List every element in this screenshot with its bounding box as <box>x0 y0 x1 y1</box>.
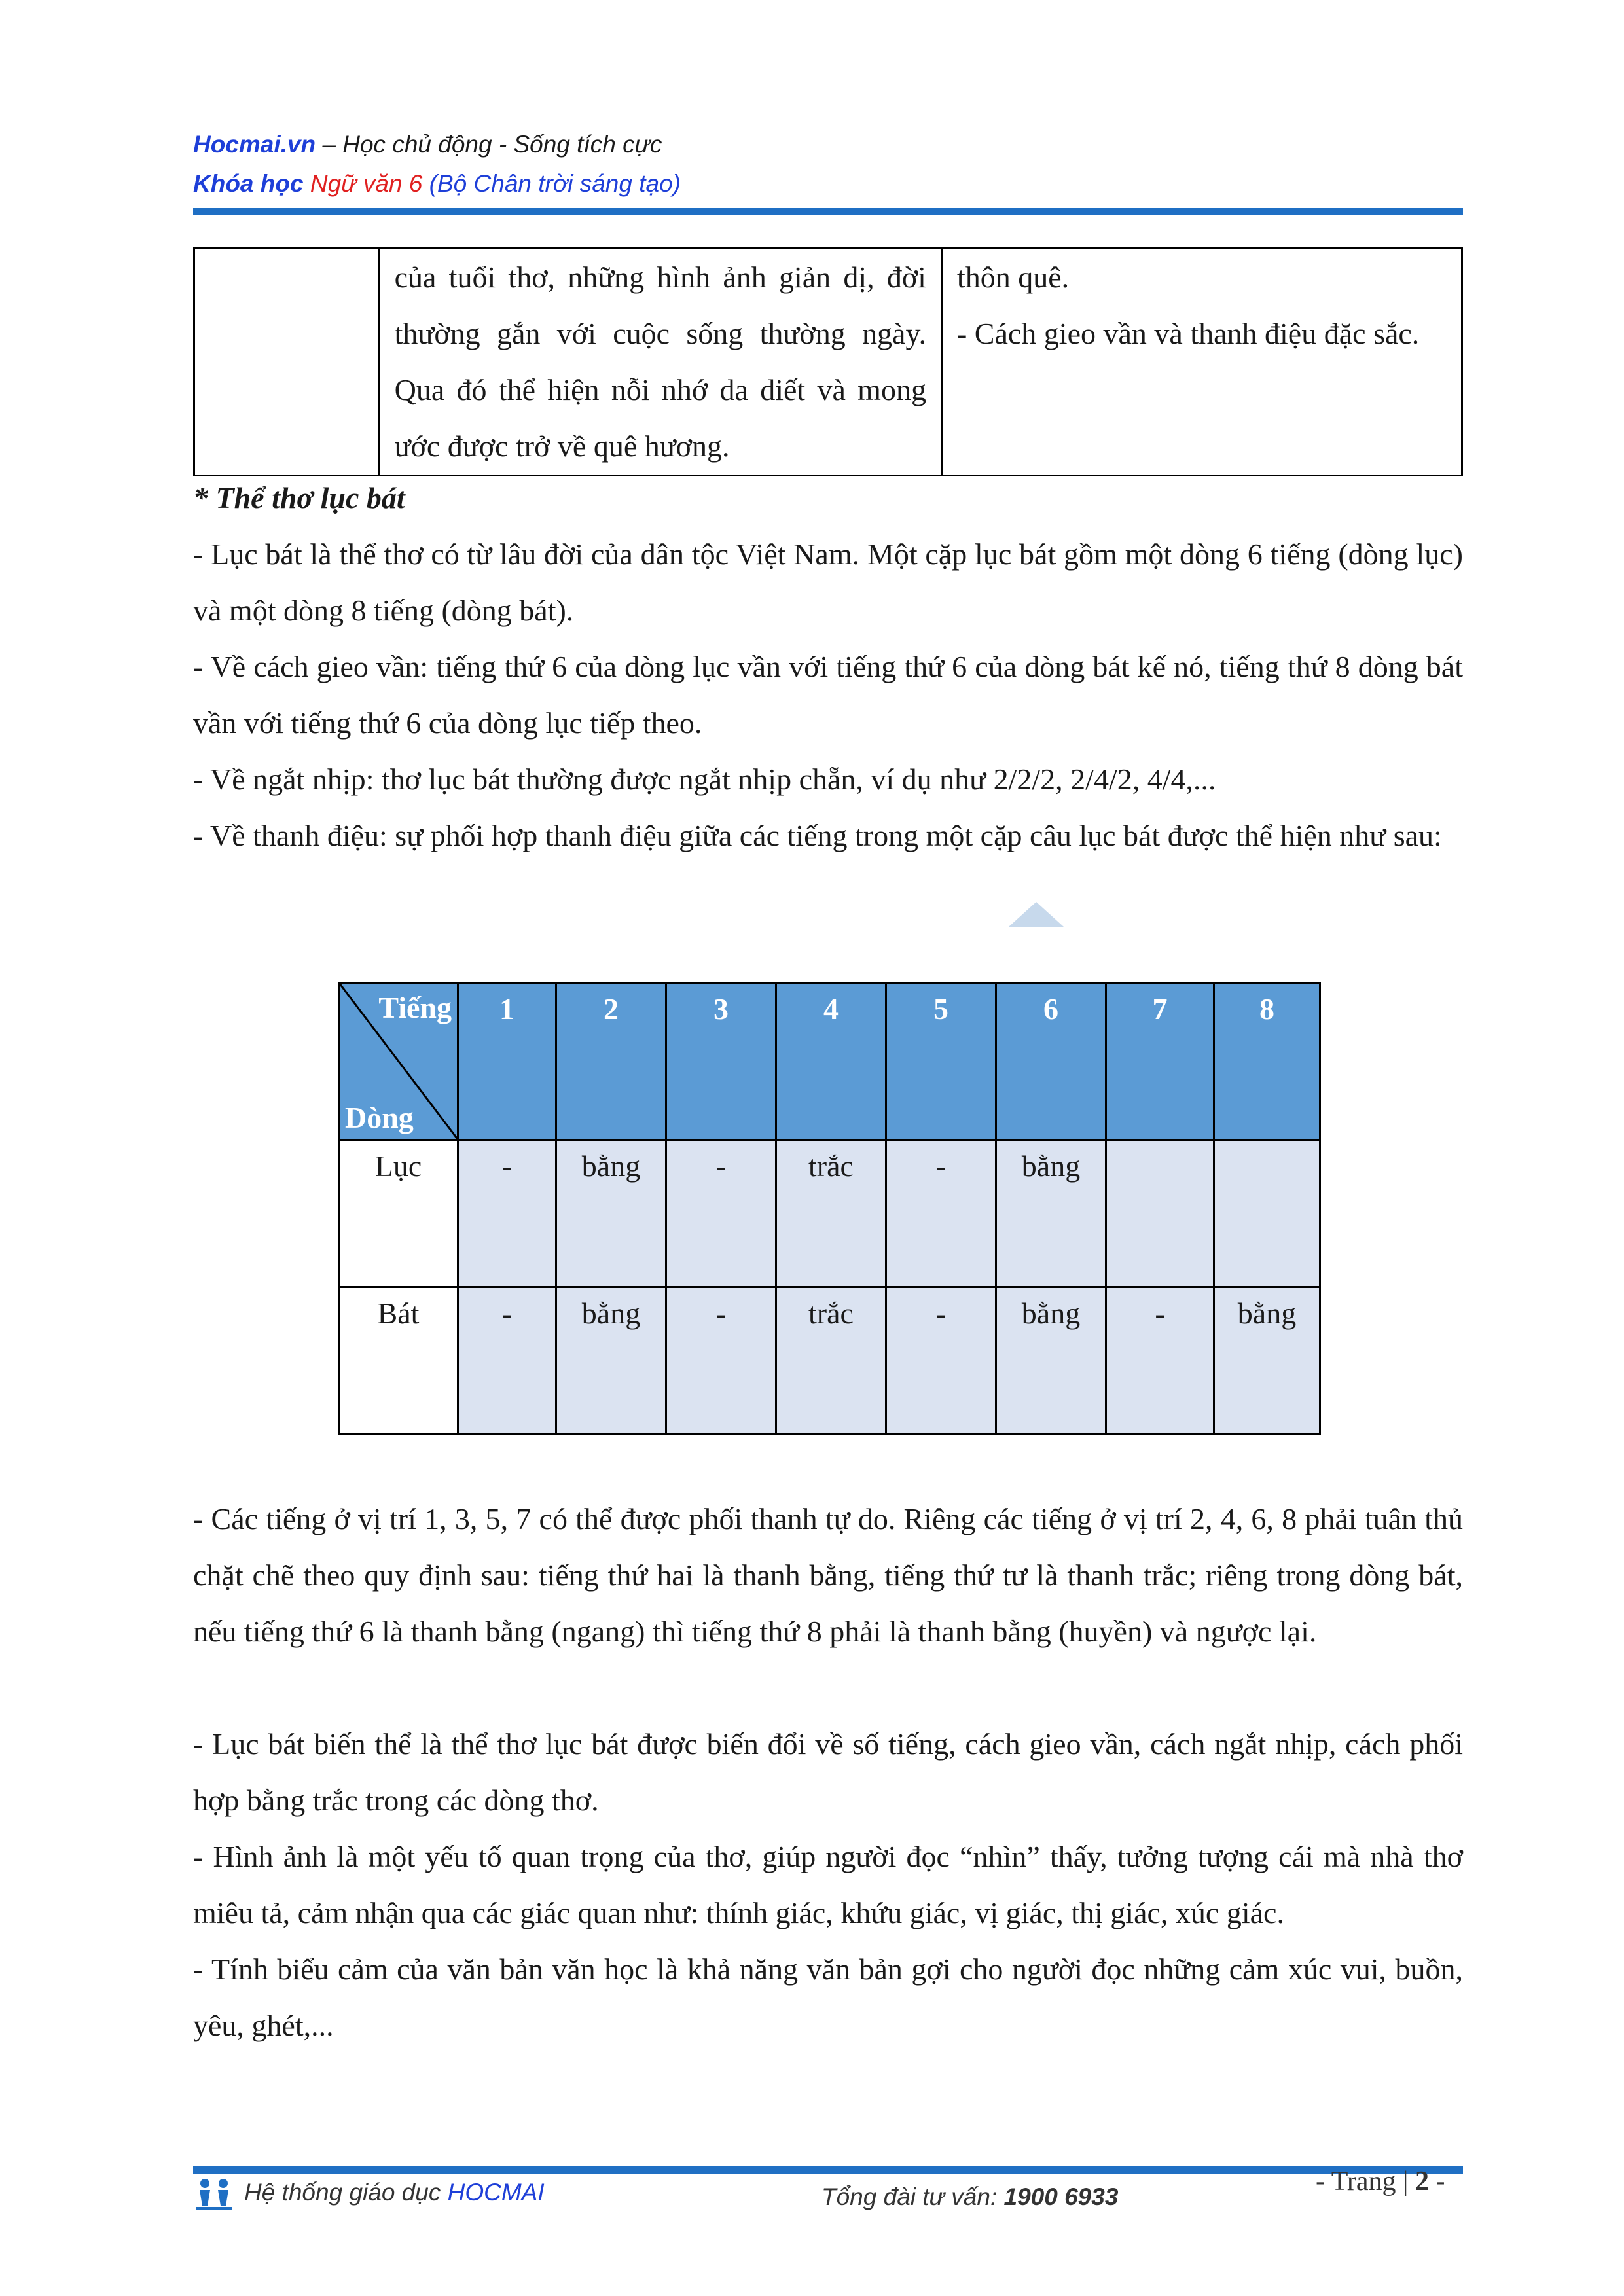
page-label: - Trang | <box>1316 2166 1415 2197</box>
corner-label-top: Tiếng <box>378 991 452 1024</box>
footer-hotline <box>821 2181 1118 2214</box>
row-label: Lục <box>339 1140 458 1287</box>
hocmai-logo-icon <box>193 2177 235 2211</box>
corner-label-bottom: Dòng <box>345 1101 414 1134</box>
tone-cell: - <box>666 1140 776 1287</box>
column-header: 7 <box>1106 983 1214 1140</box>
tone-cell: - <box>1106 1287 1214 1435</box>
tone-cell: trắc <box>776 1140 886 1287</box>
tone-cell: - <box>666 1287 776 1435</box>
footer-system <box>193 2176 545 2211</box>
scroll-up-icon[interactable] <box>1009 902 1064 927</box>
tone-table-row-bat <box>339 1287 1320 1435</box>
column-header: 8 <box>1214 983 1320 1140</box>
course-book: (Bộ Chân trời sáng tạo) <box>422 170 681 197</box>
feature-line-1: thôn quê. <box>956 260 1070 294</box>
tone-cell: trắc <box>776 1287 886 1435</box>
course-prefix: Khóa học <box>193 170 304 197</box>
page-number-value: 2 <box>1415 2166 1429 2197</box>
tone-cell <box>1106 1140 1214 1287</box>
tone-table-header-row <box>339 983 1320 1140</box>
paragraph-2: - Về cách gieo vần: tiếng thứ 6 của dòng lục vần với tiếng thứ 6 của dòng bát kế nó, tiếng thứ 8 dòng bát vần với tiếng thứ 6 của dòng lục tiếp theo. <box>193 650 1463 740</box>
tone-cell: bằng <box>556 1287 666 1435</box>
course-subject: Ngữ văn 6 <box>303 170 423 197</box>
footer-rule <box>193 2166 1463 2174</box>
tone-cell: - <box>458 1140 556 1287</box>
paragraph-3: - Về ngắt nhịp: thơ lục bát thường được ngắt nhịp chẵn, ví dụ như 2/2/2, 2/4/2, 4/4,... <box>193 762 1216 796</box>
paragraph-1: - Lục bát là thể thơ có từ lâu đời của dân tộc Việt Nam. Một cặp lục bát gồm một dòng 6 tiếng (dòng lục) và một dòng 8 tiếng (dòng bát). <box>193 537 1463 627</box>
column-header: 1 <box>458 983 556 1140</box>
tone-cell: bằng <box>1214 1287 1320 1435</box>
paragraph-5: - Các tiếng ở vị trí 1, 3, 5, 7 có thể được phối thanh tự do. Riêng các tiếng ở vị trí 2, 4, 6, 8 phải tuân thủ chặt chẽ theo quy định sau: tiếng thứ hai là thanh bằng, tiếng thứ tư là thanh trắc; riêng trong dòng bát, nếu tiếng thứ 6 là thanh bằng (ngang) thì tiếng thứ 8 phải là thanh bằng (huyền) và ngược lại. <box>193 1502 1463 1648</box>
footer-system-name: HOCMAI <box>447 2179 545 2206</box>
header-line-2 <box>193 168 681 200</box>
tone-cell: bằng <box>996 1287 1106 1435</box>
table-cell-empty <box>194 249 380 476</box>
table-cell-content: của tuổi thơ, những hình ảnh giản dị, đời thường gắn với cuộc sống thường ngày. Qua đó thể hiện nỗi nhớ da diết và mong ước được trở về quê hương. <box>379 249 941 476</box>
paragraph-7: - Hình ảnh là một yếu tố quan trọng của thơ, giúp người đọc “nhìn” thấy, tưởng tượng cái mà nhà thơ miêu tả, cảm nhận qua các giác quan như: thính giác, khứu giác, vị giác, thị giác, xúc giác. <box>193 1840 1463 1929</box>
paragraph-8: - Tính biểu cảm của văn bản văn học là khả năng văn bản gợi cho người đọc những cảm xúc vui, buồn, yêu, ghét,... <box>193 1952 1463 2042</box>
brand-link[interactable]: Hocmai.vn <box>193 131 316 158</box>
table-row <box>194 249 1462 476</box>
tone-table-corner <box>339 983 458 1140</box>
header-line-1 <box>193 128 662 161</box>
hotline-label: Tổng đài tư vấn: <box>821 2183 1004 2210</box>
paragraph-6: - Lục bát biến thể là thể thơ lục bát được biến đổi về số tiếng, cách gieo vần, cách ngắt nhịp, cách phối hợp bằng trắc trong các dòng thơ. <box>193 1727 1463 1817</box>
column-header: 4 <box>776 983 886 1140</box>
summary-table-continued <box>193 247 1463 476</box>
tone-cell: bằng <box>996 1140 1106 1287</box>
section-heading: * Thể thơ lục bát <box>193 481 405 514</box>
feature-line-2: - Cách gieo vần và thanh điệu đặc sắc. <box>956 317 1420 350</box>
tone-cell: bằng <box>556 1140 666 1287</box>
tone-cell: - <box>458 1287 556 1435</box>
tone-table-row-luc <box>339 1140 1320 1287</box>
row-label: Bát <box>339 1287 458 1435</box>
footer-system-prefix: Hệ thống giáo dục <box>244 2179 448 2206</box>
tone-cell: - <box>886 1287 996 1435</box>
page-suffix: - <box>1428 2166 1445 2197</box>
hotline-number[interactable]: 1900 6933 <box>1003 2183 1119 2210</box>
header-rule <box>193 208 1463 215</box>
tone-table <box>338 982 1321 1435</box>
slogan: – Học chủ động - Sống tích cực <box>316 131 662 158</box>
tone-cell <box>1214 1140 1320 1287</box>
paragraph-4: - Về thanh điệu: sự phối hợp thanh điệu giữa các tiếng trong một cặp câu lục bát được thể hiện như sau: <box>193 819 1442 852</box>
column-header: 6 <box>996 983 1106 1140</box>
column-header: 2 <box>556 983 666 1140</box>
table-cell-features <box>941 249 1462 476</box>
page-number <box>1316 2165 1445 2198</box>
tone-cell: - <box>886 1140 996 1287</box>
column-header: 5 <box>886 983 996 1140</box>
column-header: 3 <box>666 983 776 1140</box>
